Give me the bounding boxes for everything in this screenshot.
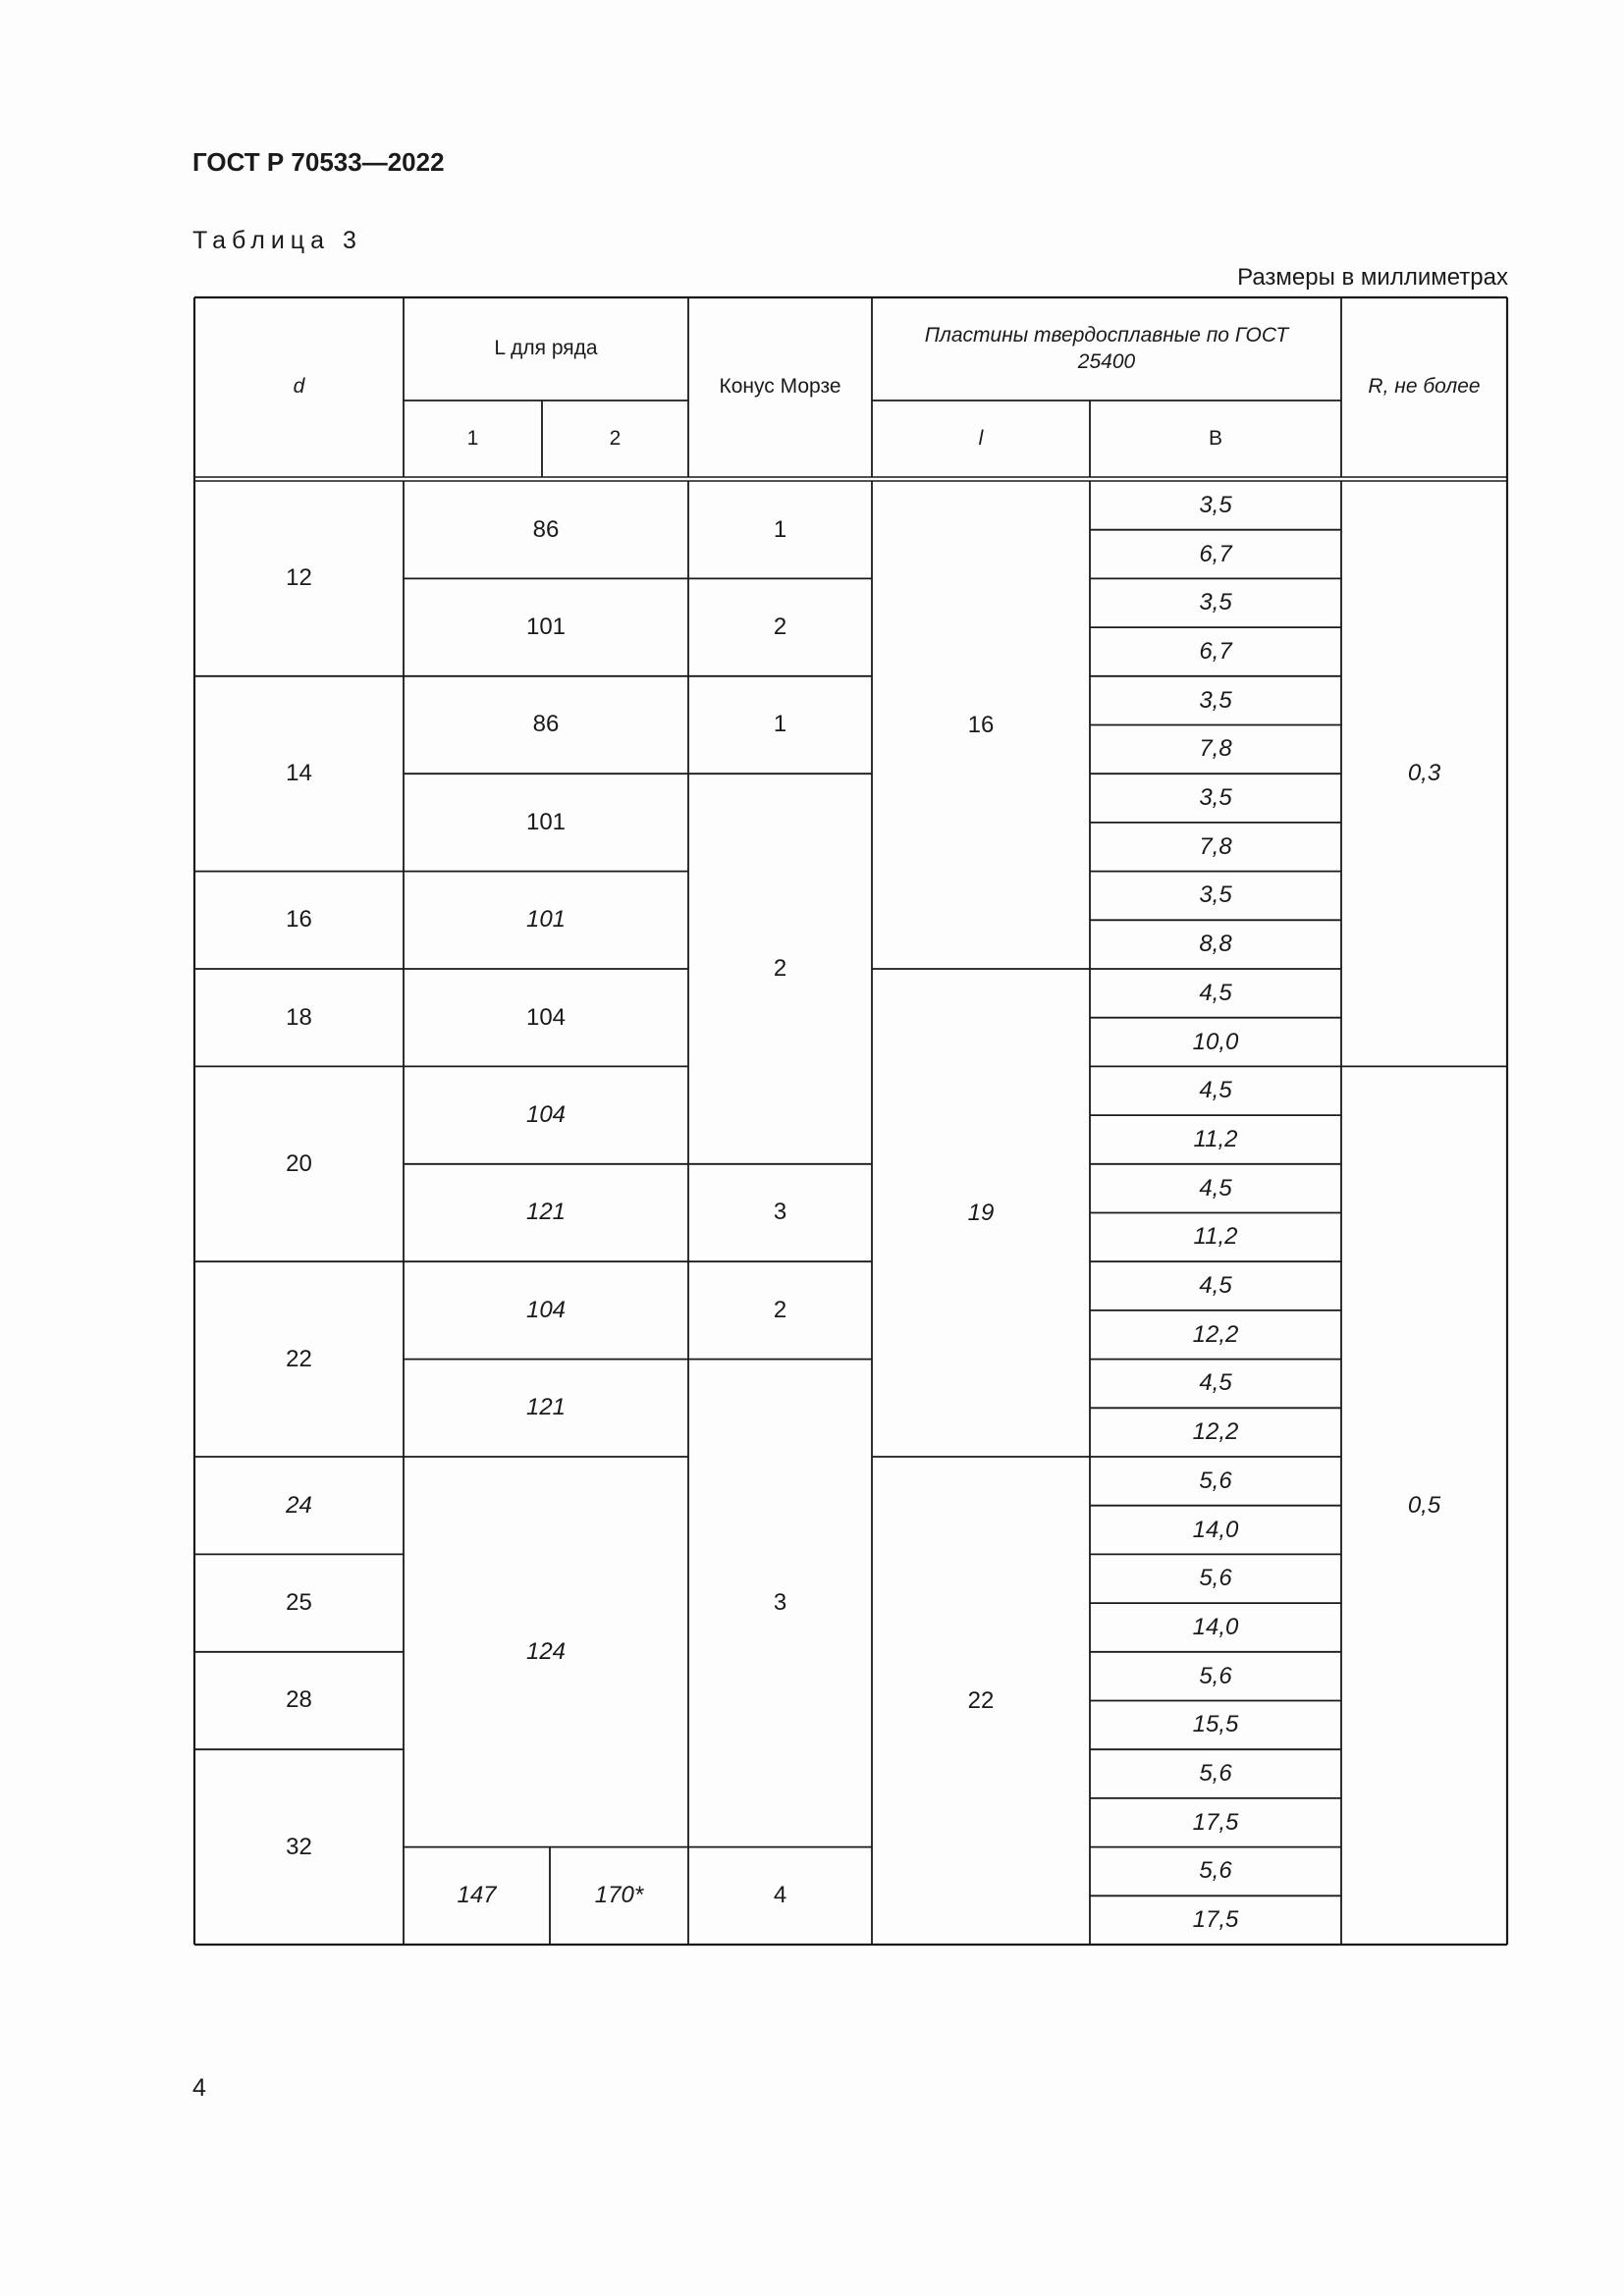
morse-cell: 2 [773, 1296, 787, 1323]
d-cell: 24 [286, 1491, 312, 1519]
d-cell: 25 [286, 1589, 312, 1617]
d-cell: 32 [286, 1833, 312, 1860]
plate-l-cell: 19 [967, 1199, 995, 1226]
plate-b-cell: 17,5 [1192, 1808, 1239, 1836]
l-cell: 86 [532, 515, 560, 543]
morse-cell: 1 [773, 515, 787, 543]
l-cell: 124 [525, 1637, 567, 1665]
plate-b-cell: 4,5 [1199, 1369, 1232, 1397]
plate-b-cell: 7,8 [1199, 832, 1232, 860]
units-note: Размеры в миллиметрах [1237, 264, 1508, 291]
l-cell: 121 [525, 1394, 567, 1421]
d-cell: 20 [286, 1149, 312, 1177]
plate-b-cell: 14,0 [1192, 1613, 1239, 1640]
plate-b-cell: 3,5 [1199, 589, 1232, 616]
plate-b-cell: 4,5 [1199, 1174, 1232, 1201]
plate-b-cell: 15,5 [1192, 1711, 1239, 1738]
plate-b-cell: 6,7 [1199, 637, 1232, 665]
l-cell: 121 [525, 1199, 567, 1226]
table-label: Таблица 3 [192, 227, 362, 254]
morse-cell: 1 [773, 711, 787, 738]
header-plate-b: B [1208, 426, 1222, 450]
plate-b-cell: 14,0 [1192, 1516, 1239, 1543]
plate-b-cell: 11,2 [1193, 1223, 1238, 1251]
plate-b-cell: 3,5 [1199, 881, 1232, 909]
header-plate-l: l [978, 426, 984, 450]
page-number: 4 [192, 2074, 206, 2102]
l-cell-series-1: 147 [457, 1882, 497, 1909]
morse-cell: 2 [773, 614, 787, 641]
d-cell: 28 [286, 1686, 312, 1714]
plate-b-cell: 4,5 [1199, 1272, 1232, 1300]
plate-b-cell: 5,6 [1199, 1662, 1232, 1689]
plate-b-cell: 12,2 [1192, 1320, 1239, 1348]
plate-b-cell: 3,5 [1199, 491, 1232, 518]
l-cell: 101 [525, 614, 567, 641]
plate-l-cell: 16 [967, 711, 995, 738]
l-cell: 101 [525, 906, 567, 934]
l-cell: 101 [525, 808, 567, 835]
plate-b-cell: 12,2 [1192, 1418, 1239, 1446]
l-cell: 104 [525, 1003, 567, 1031]
header-carbide-plates: Пластины твердосплавные по ГОСТ 25400 [924, 324, 1289, 373]
plate-b-cell: 5,6 [1199, 1565, 1232, 1592]
plate-b-cell: 5,6 [1199, 1857, 1232, 1885]
header-series-1: 1 [466, 426, 479, 450]
l-cell: 104 [525, 1101, 567, 1129]
plate-l-cell: 22 [967, 1686, 995, 1714]
morse-cell: 2 [773, 954, 787, 982]
plate-b-cell: 7,8 [1199, 735, 1232, 763]
l-cell-series-2: 170* [594, 1882, 644, 1909]
plate-b-cell: 6,7 [1199, 540, 1232, 567]
morse-cell: 3 [773, 1199, 787, 1226]
plate-b-cell: 5,6 [1199, 1467, 1232, 1494]
morse-cell: 3 [773, 1589, 787, 1617]
d-cell: 18 [286, 1003, 312, 1031]
plate-b-cell: 5,6 [1199, 1760, 1232, 1788]
plate-b-cell: 3,5 [1199, 784, 1232, 812]
header-d: d [293, 375, 305, 399]
plate-b-cell: 10,0 [1192, 1028, 1239, 1055]
header-morse-taper: Конус Морзе [719, 375, 841, 399]
morse-cell: 4 [773, 1882, 787, 1909]
d-cell: 16 [286, 906, 312, 934]
r-cell: 0,5 [1407, 1491, 1441, 1519]
header-r-max: R, не более [1368, 375, 1481, 399]
l-cell: 86 [532, 711, 560, 738]
l-cell: 104 [525, 1296, 567, 1323]
plate-b-cell: 17,5 [1192, 1906, 1239, 1934]
document-title: ГОСТ Р 70533—2022 [192, 147, 445, 177]
r-cell: 0,3 [1407, 760, 1441, 787]
plate-b-cell: 8,8 [1199, 931, 1232, 958]
d-cell: 22 [286, 1345, 312, 1372]
header-l-series: L для ряда [494, 337, 598, 360]
plate-b-cell: 3,5 [1199, 686, 1232, 714]
plate-b-cell: 11,2 [1193, 1125, 1238, 1152]
d-cell: 12 [286, 564, 312, 592]
plate-b-cell: 4,5 [1199, 1077, 1232, 1104]
header-series-2: 2 [609, 426, 622, 450]
plate-b-cell: 4,5 [1199, 979, 1232, 1006]
d-cell: 14 [286, 760, 312, 787]
